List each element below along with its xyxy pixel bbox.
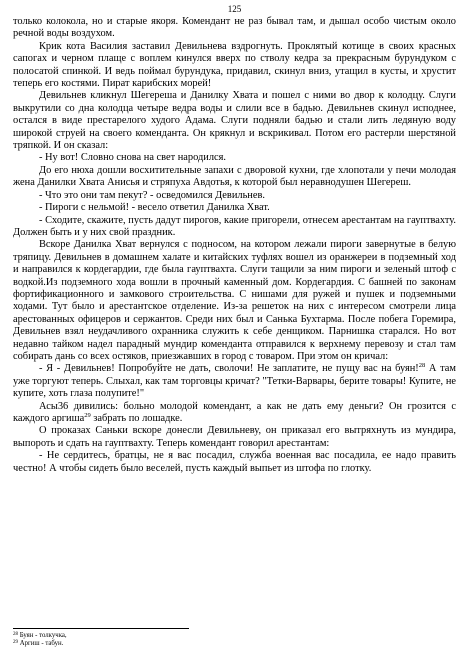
footnote-ref-28[interactable]: 28 (418, 362, 426, 370)
paragraph-10 (13, 363, 456, 400)
paragraph-6: - Что это они там пекут? - осведомился Девильнев. (39, 189, 265, 201)
paragraph-9: Вскоре Данилка Хват вернулся с подносом, на котором лежали пироги завернутые в белую тряпицу. Девильнев в домашнем халате и китайских туфлях вошел из оранжереи в подземный ход и направился к кордегардии, где была гауптвахта. Слуги тащили за ним пироги и зеленый штоф с водкой.Из подземного хода вошли в прочный каменный дом. Кордегардия. С башней по законам фортификационного и замкового строительства. С нишами для ружей и пушек и подземными ходами. Тут было и арестантское отделение. Из-за решеток на них с интересом смотрели лица арестованных офицеров и сержантов. Среди них был и Санька Бухтарма. После побега Горемира, Девильнев взял неудачливого охранника служить к себе денщиком. Парнишка старался. Но вот недавно тайком надел парадный мундир коменданта отправился к верхнему перевозу и стал там собирать дань со всех остяков, приезжавших в город с товаром. При этом он кричал: (13, 239, 456, 362)
footnote-divider (13, 628, 189, 629)
paragraph-10-tail: А там уже торгуют теперь. Слыхал, как там торговцы кричат? "Тетки-Варвары, берите товары! Купите, не купите, хоть глаза полупите!" (13, 363, 456, 400)
footnotes (13, 628, 456, 648)
footnote-number: 29 (13, 640, 18, 645)
paragraph-13: - Не сердитесь, братцы, не я вас посадил, служба военная вас посадила, ее надо править честно! А чтобы сидеть было веселей, пусть каждый выпьет из штофа по глотку. (13, 450, 456, 474)
footnote-28 (13, 632, 456, 640)
paragraph-12: О проказах Саньки вскоре донесли Девильневу, он приказал его вытряхнуть из мундира, выпороть и сдать на гауптвахту. Теперь комендант говорил арестантам: (13, 425, 456, 449)
footnote-number: 28 (13, 632, 18, 637)
paragraph-11 (13, 401, 456, 426)
paragraph-10-text: - Я - Девильнев! Попробуйте не дать, сволочи! Не заплатите, не пущу вас на буян! (39, 363, 419, 375)
paragraph-2: Крик кота Василия заставил Девильнева вздрогнуть. Проклятый котище в своих красных сапогах и черном плаще с воплем кинулся вверх по стволу кедра за прекрасным бурундуком с полосатой спинкой. И ведь поймал бурундука, придавил, скинул вниз, утащил в кусты, и хрустит теперь его костями. Пират карибских морей! (13, 40, 456, 90)
paragraph-11-tail: забрать по лошадке. (90, 413, 183, 424)
paragraph-1: только колокола, но и старые якоря. Комендант не раз бывал там, и дышал особо чистым около речной воды воздухом. (13, 16, 456, 40)
footnote-text: Буян - толкучка, (18, 632, 67, 639)
paragraph-5: До его нюха дошли восхитительные запахи с дворовой кухни, где хлопотали у печи молодая жена Данилки Хвата Анисья и стряпуха Авдотья, к которой был неравнодушен Шегереш. (13, 164, 456, 189)
footnote-ref-29[interactable]: 29 (84, 412, 91, 419)
page-number: 125 (227, 4, 242, 14)
paragraph-3: Девильнев кликнул Шегереша и Данилку Хвата и пошел с ними во двор к колодцу. Слуги выкрутили со дна колодца четыре ведра воды и слили все в бадью. Девильнев скинул исподнее, остался в виде престарелого худого Адама. Слуги подняли бадью и стали лить ледяную воду широкой струей на своего коменданта. Он крякнул и вскрикивал. Потом его растерли шерстяной тряпкой. И он сказал: (13, 90, 456, 152)
paragraph-8: - Сходите, скажите, пусть дадут пирогов, какие пригорели, отнесем арестантам на гауптвахту. Должен быть и у них свой праздник. (13, 214, 456, 238)
footnote-29 (13, 640, 456, 648)
paragraph-11-text: Асы36 дивились: больно молодой комендант, а как не дать ему деньги? Он грозится с каждого аргиша (13, 400, 456, 424)
footnote-text: Аргиш - табун. (18, 640, 64, 647)
paragraph-4: - Ну вот! Словно снова на свет народился. (39, 152, 227, 164)
paragraph-7: - Пироги с нельмой! - весело ответил Данилка Хват. (39, 202, 270, 214)
